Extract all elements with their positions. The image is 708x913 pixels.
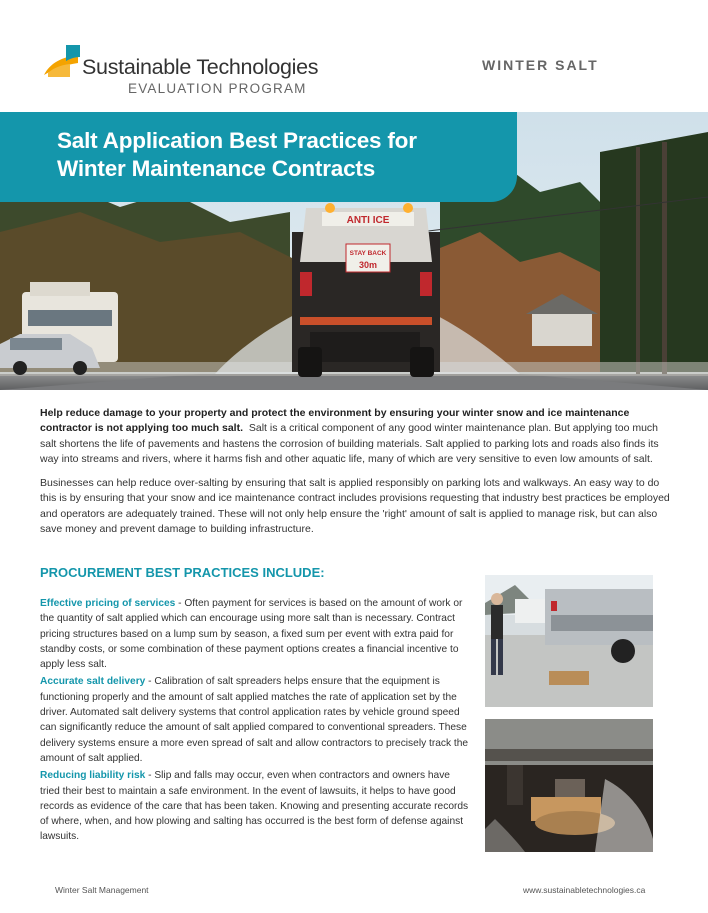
intro-paragraph-1 [40,406,670,467]
intro-paragraph-2: Businesses can help reduce over-salting by ensuring that salt is applied responsibly on parking lots and walkways. An easy way to do this is by ensuring that your snow and ice maintenance contract includes provisions requesting that industry best practices be employed and operators are adequately trained. These will not only help ensure the 'right' amount of salt is applied to manage risk, but can also save money and prevent damage to building infrastructure. [40,477,670,536]
program-logo [38,38,338,102]
photo-spreader-closeup [485,719,653,852]
procurement-heading: PROCUREMENT BEST PRACTICES INCLUDE: [40,565,325,580]
practice-title: Accurate salt delivery [40,676,146,688]
logo-mark-icon [40,43,82,81]
truck-label: ANTI ICE [346,215,390,226]
photo-spreader-calibration [485,575,653,707]
truck-sign-line2: 30m [358,260,378,270]
practice-text: - Calibration of salt spreaders helps ensure that the equipment is functioning properly and the amount of salt applied matches the rate of application set by the driver. Automated salt delivery systems that control application rates by vehicle ground speed can significantly reduce the amount of salt applied compared to conventional spreaders. These delivery systems ensure a more even spread of salt and allow contractors to precisely track the amount of salt applied. [40,676,469,764]
page-title [57,127,417,183]
practice-text: - Often payment for services is based on the amount of work or the quantity of salt applied which can encourage using more salt than is necessary. Contract pricing structures based on a lump sum by season, a fixed sum per event with extra paid for standby costs, or some combination of these payment options creates a financial incentive to apply less salt. [40,598,463,671]
practice-item [40,768,472,844]
page-title-line1: Salt Application Best Practices for [57,128,417,153]
practice-title: Effective pricing of services [40,598,176,609]
intro-section [40,406,670,546]
intro-lead-rest: Salt is a critical component of any good winter maintenance plan. But applying too much salt shortens the life of pavements and hastens the corrosion of building materials. Salt applied to parking lots and roads also finds its way into streams and rivers, where it harms fish and other aquatic life, many of which are very sensitive to even low amounts of salt. [40,422,659,465]
footer-title: Winter Salt Management [55,885,149,895]
practice-item [40,674,472,766]
logo-subtitle: EVALUATION PROGRAM [128,81,307,96]
page-title-line2: Winter Maintenance Contracts [57,156,376,181]
footer-website: www.sustainabletechnologies.ca [523,885,646,895]
truck-sign-line1: STAY BACK [349,250,387,257]
section-tag: WINTER SALT [482,57,599,73]
logo-title: Sustainable Technologies [82,55,319,79]
best-practices-list [40,596,472,847]
practice-title: Reducing liability risk [40,770,146,782]
intro-lead: Help reduce damage to your property and protect the environment by ensuring your winter snow and ice maintenance contractor is not applying too much salt. [40,407,630,435]
practice-text: - Slip and falls may occur, even when contractors and owners have tried their best to maintain a safe environment. In the event of lawsuits, it helps to have good records as evidence of the care that has been taken. Knowing and presenting accurate records of where, when, and how plowing and salting has occurred is the best form of defense against lawsuits. [40,770,469,843]
practice-item [40,596,472,672]
